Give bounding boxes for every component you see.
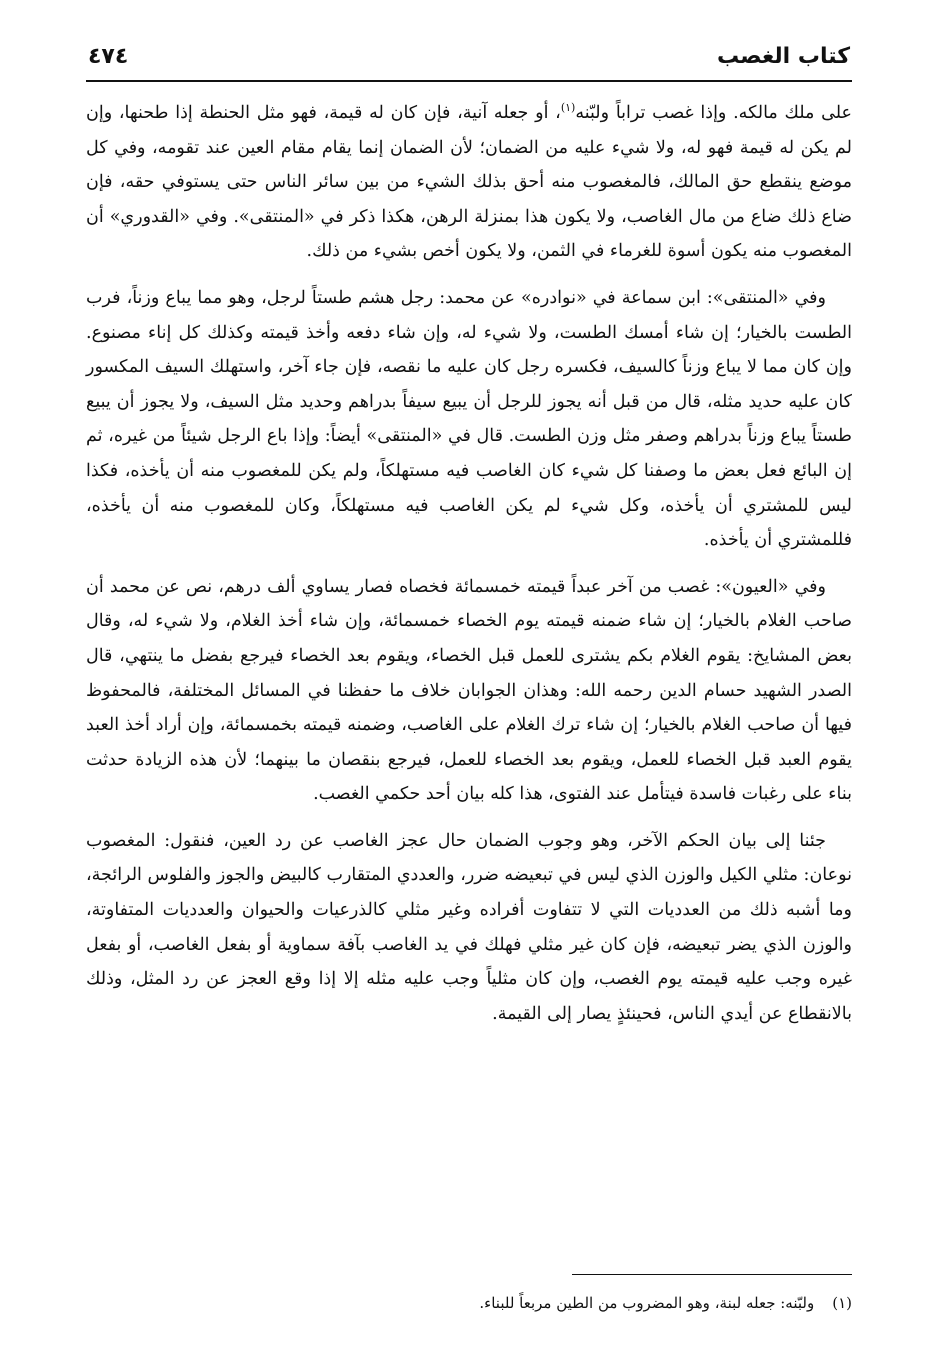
paragraph-1-text-end: ، أو جعله آنية، فإن كان له قيمة، فهو مثل الحنطة إذا طحنها، وإن لم يكن له قيمة فهو له، ولا شيء عليه من الضمان؛ لأن الضمان إنما يقام مقام العين عند تقومه، وفي كل موضع ينقطع حق المالك، فالمغصوب منه أحق بذلك الشيء من بين سائر الناس حتى يستوفي حقه، فإن ضاع ذلك ضاع من مال الغاصب، ولا يكون هذا بمنزلة الرهن، هكذا ذكر في «المنتقى». وفي «القدوري» أن المغصوب منه يكون أسوة للغرماء في الثمن، ولا يكون أخص بشيء من ذلك. xyxy=(86,103,852,262)
footnote-text: ولبّنه: جعله لبنة، وهو المضروب من الطين مربعاً للبناء. xyxy=(479,1294,815,1312)
paragraph-2: وفي «المنتقى»: ابن سماعة في «نوادره» عن محمد: رجل هشم طستاً لرجل، وهو مما يباع وزناً، فرب الطست بالخيار؛ إن شاء أمسك الطست، ولا شيء له، وإن شاء دفعه وأخذ قيمته وكذلك كل إناء مصنوع. وإن كان مما لا يباع وزناً كالسيف، فكسره رجل كان عليه ما نقصه، فإن جاء آخر، واستهلك السيف المكسور كان عليه حديد مثله، قال من قبل أنه يجوز للرجل أن يبيع سيفاً بدراهم وحديد مثل السيف، ولا يجوز أن يبيع طستاً يباع وزناً بدراهم وصفر مثل وزن الطست. قال في «المنتقى» أيضاً: وإذا باع الرجل شيئاً من غيره، ثم إن البائع فعل بعض ما وصفنا كل شيء كان الغاصب فيه مستهلكاً، ولم يكن للمغصوب منه أن يأخذه، فكذا ليس للمشتري أن يأخذه، وكل شيء لم يكن الغاصب فيه مستهلكاً، وكان للمغصوب منه أن يأخذه، فللمشتري أن يأخذه. xyxy=(86,287,853,551)
footnote-reference: (١) xyxy=(560,101,576,115)
main-text xyxy=(86,96,852,1043)
paragraph-1 xyxy=(86,96,852,269)
book-title: كتاب الغصب xyxy=(717,43,850,69)
footnote-divider xyxy=(572,1274,852,1275)
paragraph-3: وفي «العيون»: غصب من آخر عبداً قيمته خمسمائة فخصاه فصار يساوي ألف درهم، نص عن محمد أن صاحب الغلام بالخيار؛ إن شاء ضمنه قيمته يوم الخصاء خمسمائة، وإن شاء أخذ الغلام، ولا شيء له، وقال بعض المشايخ: يقوم الغلام بكم يشترى للعمل قبل الخصاء، ويقوم بعد الخصاء فيرجع بفضل ما ينتهي، قال الصدر الشهيد حسام الدين رحمه الله: وهذان الجوابان خلاف ما حفظنا في المسائل المختلفة، فالمحفوظ فيها أن صاحب الغلام بالخيار؛ إن شاء ترك الغلام على الغاصب، وضمنه قيمته بخمسمائة، وإن أراد أخذ العبد يقوم العبد قبل الخصاء للعمل، ويقوم بعد الخصاء للعمل، فيرجع بنقصان ما بينهما؛ لأن هذه الزيادة حدثت بناء على رغبات فاسدة فيتأمل عند الفتوى، هذا كله بيان أحد حكمي الغصب. xyxy=(86,576,852,805)
running-header xyxy=(88,38,850,74)
paragraph-1-text-start: على ملك مالكه. وإذا غصب تراباً ولبّنه xyxy=(575,103,852,123)
footnote-number: (١) xyxy=(832,1294,852,1312)
paragraph-4: جئنا إلى بيان الحكم الآخر، وهو وجوب الضمان حال عجز الغاصب عن رد العين، فنقول: المغصوب نوعان: مثلي الكيل والوزن الذي ليس في تبعيضه ضرر، والعددي المتقارب كالبيض والجوز والفلوس الرائجة، وما أشبه ذلك من العدديات التي لا تتفاوت أفراده وغير مثلي كالذرعيات والحيوان والعدديات المتفاوتة، والوزن الذي يضر تبعيضه، فإن كان غير مثلي فهلك في يد الغاصب بآفة سماوية أو بفعل الغاصب، أو بفعل غيره وجب عليه قيمته يوم الغصب، وإن كان مثلياً وجب عليه مثله إلا إذا وقع العجز عن رد المثل، وذلك بالانقطاع عن أيدي الناس، فحينئذٍ يصار إلى القيمة. xyxy=(86,830,852,1024)
page-number: ٤٧٤ xyxy=(88,43,129,69)
footnote xyxy=(86,1290,852,1316)
header-divider xyxy=(86,80,852,82)
